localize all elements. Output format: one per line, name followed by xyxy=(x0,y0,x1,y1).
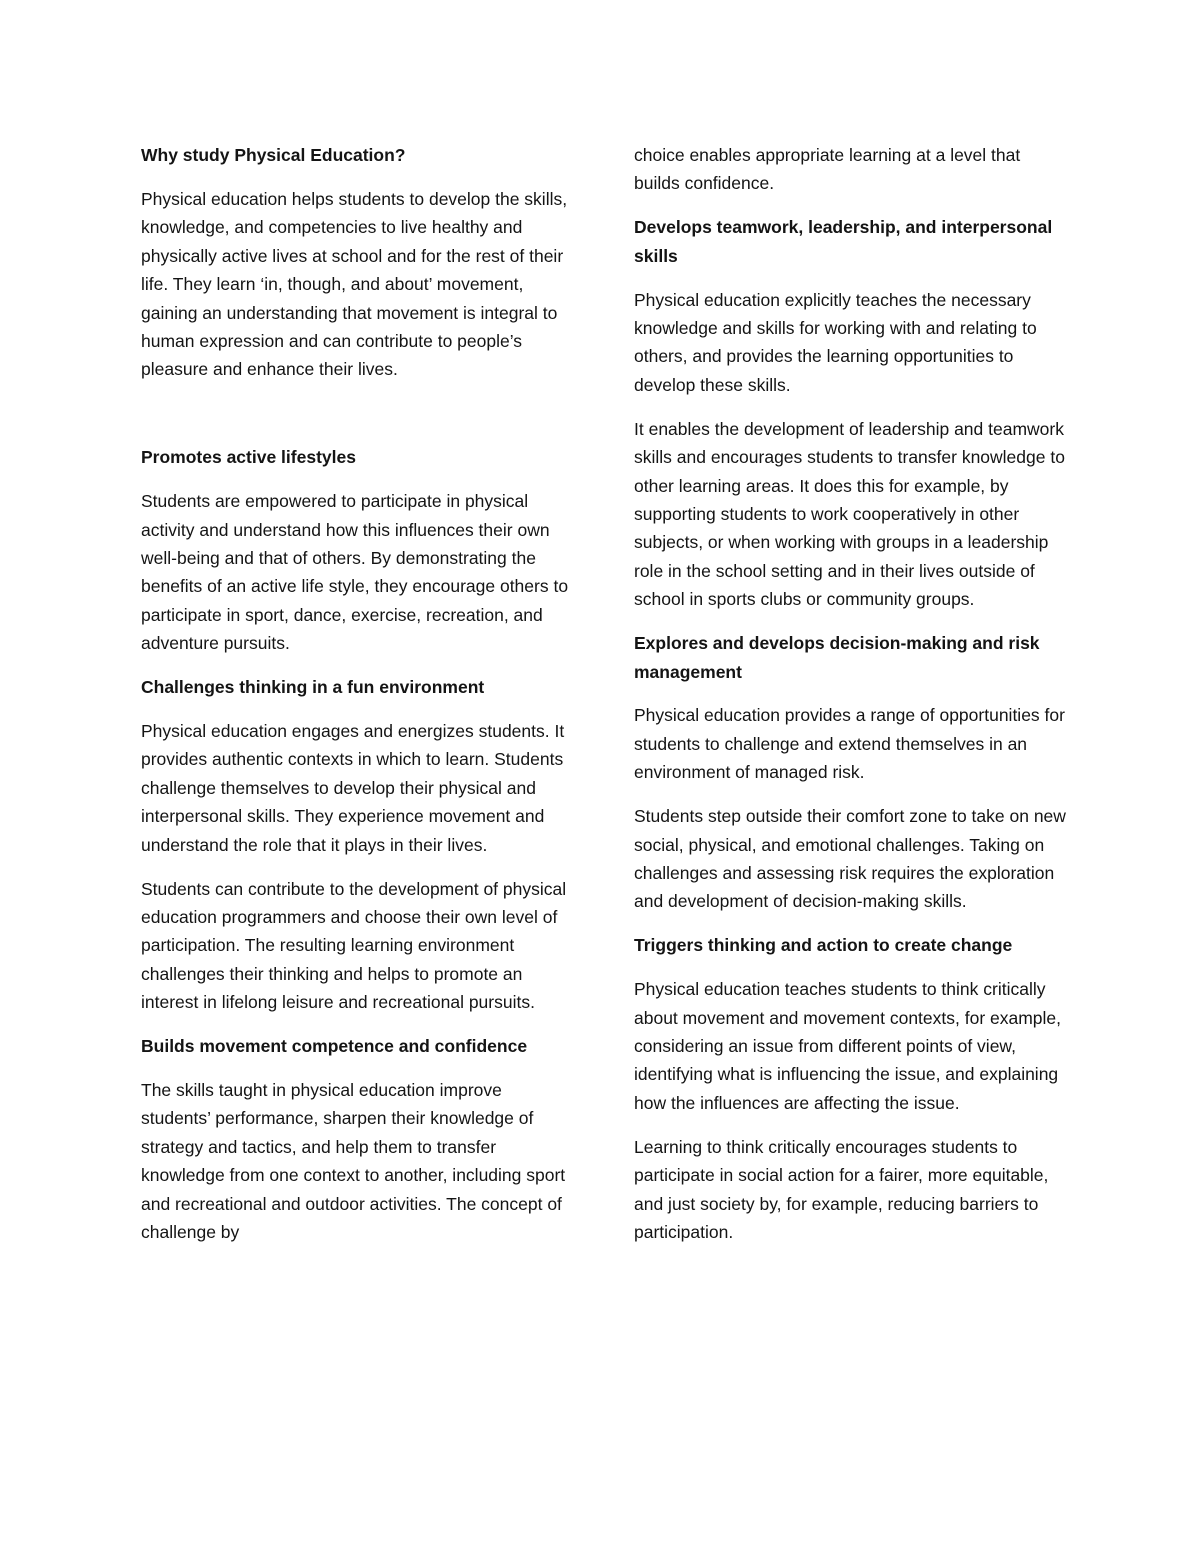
right-column xyxy=(634,141,1066,1262)
paragraph-decision-making-1: Physical education provides a range of opportunities for students to challenge and extend themselves in an environment of managed risk. xyxy=(634,705,1065,783)
paragraph-builds-competence-continued: choice enables appropriate learning at a level that builds confidence. xyxy=(634,145,1021,194)
heading-teamwork: Develops teamwork, leadership, and interpersonal skills xyxy=(634,217,1053,266)
paragraph-teamwork-2: It enables the development of leadership and teamwork skills and encourages students to transfer knowledge to other learning areas. It does this for example, by supporting students to work cooperatively in other subjects, or when working with groups in a leadership role in the school setting and in their lives outside of school in sports clubs or community groups. xyxy=(634,418,1065,610)
paragraph-challenges-2: Students can contribute to the development of physical education programmers and choose their own level of participation. The resulting learning environment challenges their thinking and helps to promote an interest in lifelong leisure and recreational pursuits. xyxy=(141,878,567,1013)
heading-create-change: Triggers thinking and action to create change xyxy=(634,935,1013,956)
paragraph-why-study: Physical education helps students to develop the skills, knowledge, and competencies to live healthy and physically active lives at school and for the rest of their life. They learn ‘in, though, and about’ movement, gaining an understanding that movement is integral to human expression and can contribute to people’s pleasure and enhance their lives. xyxy=(141,188,568,380)
paragraph-active-lifestyles: Students are empowered to participate in physical activity and understand how this influences their own well-being and that of others. By demonstrating the benefits of an active life style, they encourage others to participate in sport, dance, exercise, recreation, and adventure pursuits. xyxy=(141,491,569,654)
heading-builds-competence: Builds movement competence and confidence xyxy=(141,1036,528,1057)
paragraph-create-change-2: Learning to think critically encourages students to participate in social action for a fairer, more equitable, and just society by, for example, reducing barriers to participation. xyxy=(634,1136,1049,1242)
paragraph-builds-competence: The skills taught in physical education improve students’ performance, sharpen their knowledge of strategy and tactics, and help them to transfer knowledge from one context to another, including sport and recreational and outdoor activities. The concept of challenge by xyxy=(141,1079,566,1242)
blank-spacer xyxy=(141,399,573,443)
paragraph-challenges-1: Physical education engages and energizes students. It provides authentic contexts in which to learn. Students challenge themselves to develop their physical and interpersonal skills. They experience movement and understand the role that it plays in their lives. xyxy=(141,721,565,855)
heading-active-lifestyles: Promotes active lifestyles xyxy=(141,447,356,468)
heading-decision-making: Explores and develops decision-making and risk management xyxy=(634,633,1040,682)
paragraph-teamwork-1: Physical education explicitly teaches the necessary knowledge and skills for working with and relating to others, and provides the learning opportunities to develop these skills. xyxy=(634,289,1037,395)
left-column xyxy=(141,141,573,1262)
heading-why-study: Why study Physical Education? xyxy=(141,145,406,165)
heading-challenges-thinking: Challenges thinking in a fun environment xyxy=(141,677,485,698)
paragraph-decision-making-2: Students step outside their comfort zone to take on new social, physical, and emotional challenges. Taking on challenges and assessing risk requires the exploration and development of decision-making skills. xyxy=(634,806,1066,912)
paragraph-create-change-1: Physical education teaches students to think critically about movement and movement contexts, for example, considering an issue from different points of view, identifying what is influencing the issue, and explaining how the influences are affecting the issue. xyxy=(634,979,1062,1113)
